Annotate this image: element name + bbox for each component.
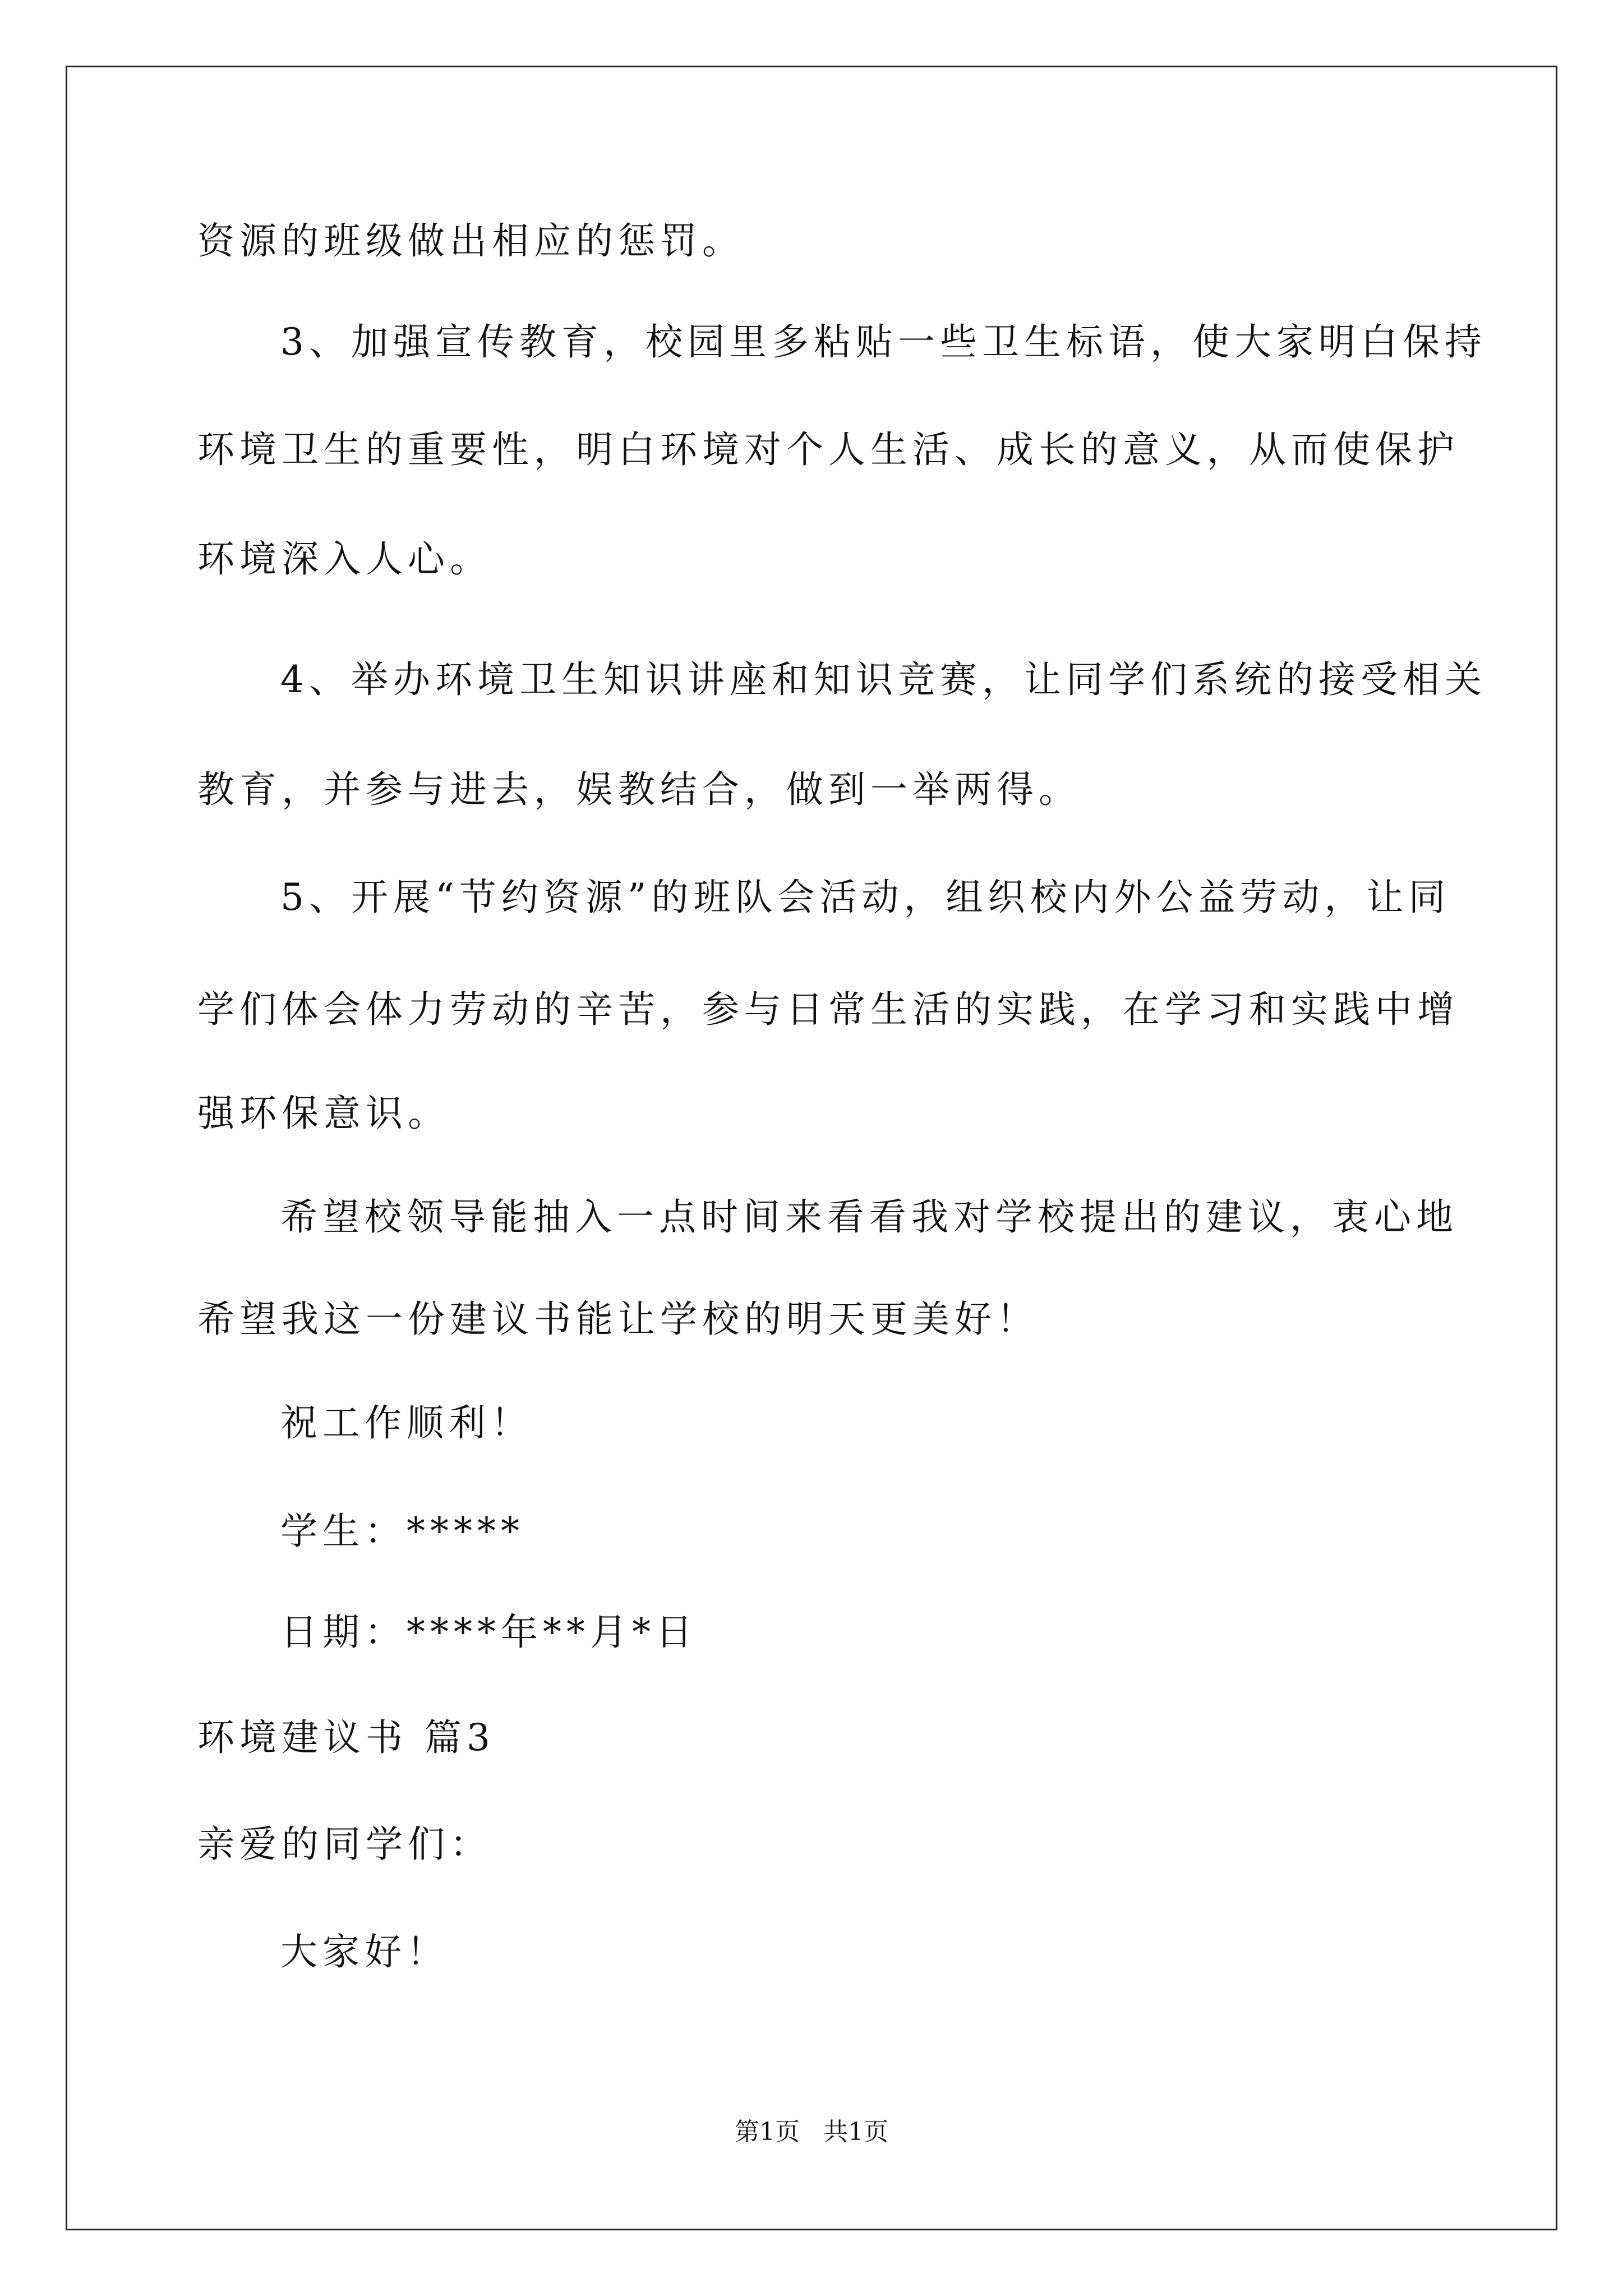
- text-line: 学生：*****: [280, 1510, 524, 1553]
- section-heading: 环境建议书 篇3: [197, 1716, 495, 1759]
- text-line: 大家好！: [280, 1930, 449, 1973]
- text-line: 3、加强宣传教育，校园里多粘贴一些卫生标语，使大家明白保持: [280, 320, 1487, 364]
- text-line: 希望我这一份建议书能让学校的明天更美好！: [197, 1297, 1039, 1341]
- text-line: 4、举办环境卫生知识讲座和知识竞赛，让同学们系统的接受相关: [280, 658, 1487, 701]
- text-line: 资源的班级做出相应的惩罚。: [197, 219, 744, 263]
- page-number-footer: 第1页 共1页: [735, 2118, 888, 2146]
- text-line: 强环保意识。: [197, 1092, 450, 1135]
- text-line: 学们体会体力劳动的辛苦，参与日常生活的实践，在学习和实践中增: [197, 988, 1459, 1031]
- text-line: 亲爱的同学们：: [197, 1823, 492, 1866]
- text-line: 教育，并参与进去，娱教结合，做到一举两得。: [197, 768, 1081, 811]
- text-line: 希望校领导能抽入一点时间来看看我对学校提出的建议，衷心地: [280, 1195, 1458, 1239]
- text-line: 环境卫生的重要性，明白环境对个人生活、成长的意义，从而使保护: [197, 428, 1459, 471]
- page-border: [66, 66, 1557, 2230]
- text-line: 日期：****年**月*日: [280, 1611, 698, 1654]
- text-line: 环境深入人心。: [197, 537, 492, 581]
- text-line: 祝工作顺利！: [280, 1401, 533, 1444]
- text-line: 5、开展“节约资源”的班队会活动，组织校内外公益劳动，让同: [280, 876, 1451, 919]
